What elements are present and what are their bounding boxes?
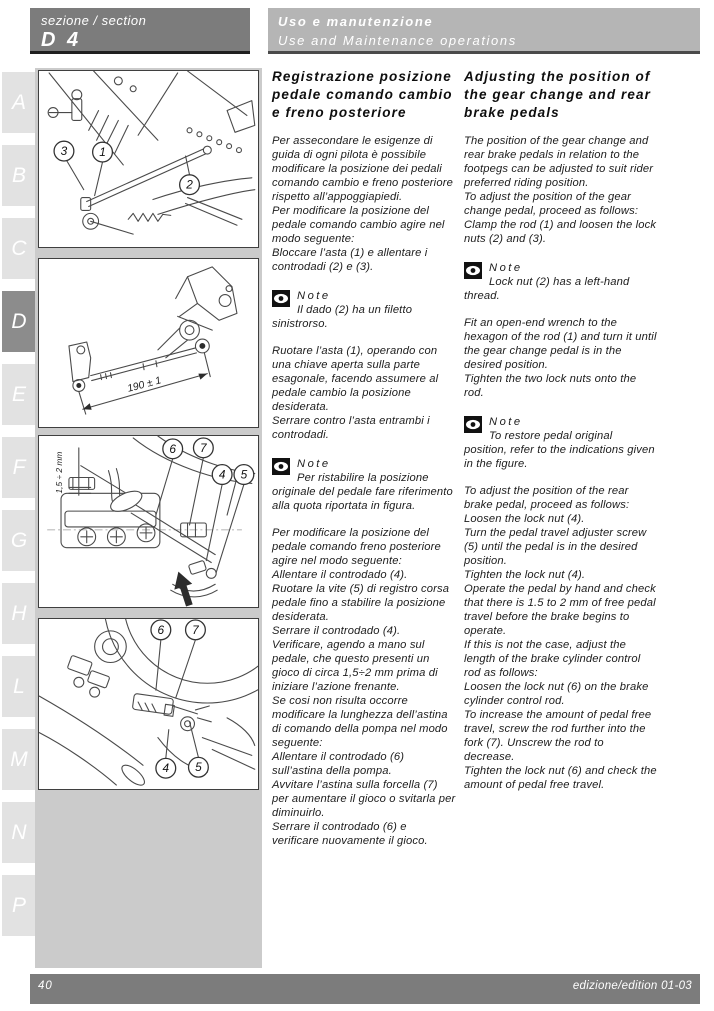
paragraph: Bloccare l’asta (1) e allentare i controdadi (2) e (3).	[272, 247, 428, 274]
paragraph: Loosen the lock nut (6) on the brake cylinder control rod.	[464, 681, 649, 708]
note-eye-icon	[272, 290, 290, 307]
figure-gear-linkage-diagram	[38, 70, 259, 248]
note-eye-icon	[272, 458, 290, 475]
section-tab-a[interactable]: A	[2, 72, 36, 133]
pointer-arrow-icon	[169, 569, 198, 607]
paragraph: Tighten the lock nut (6) and check the amount of pedal free travel.	[464, 765, 657, 792]
figure-gear-rod-dimension-diagram	[38, 258, 259, 428]
paragraph: Loosen the lock nut (4).	[464, 513, 585, 526]
note-label: Note	[297, 458, 331, 471]
paragraph: Serrare il controdado (6) e verificare nuovamente il gioco.	[272, 821, 428, 848]
paragraph: The position of the gear change and rear brake pedals in relation to the footpegs can be adjusted to suit rider preferred riding position.	[464, 135, 654, 190]
paragraph: Per modificare la posizione del pedale comando cambio agire nel modo seguente:	[272, 205, 445, 246]
fig3-callout-5: 5	[240, 467, 248, 482]
page-number: 40	[38, 980, 53, 992]
fig1-callout-3: 3	[60, 144, 68, 159]
section-tab-d-active[interactable]: D	[2, 291, 36, 352]
paragraph: Allentare il controdado (4).	[272, 569, 408, 582]
section-tab-l[interactable]: L	[2, 656, 36, 717]
italian-text-column	[272, 68, 456, 848]
note-text: Lock nut (2) has a left-hand thread.	[464, 276, 630, 303]
note-block	[464, 414, 657, 471]
section-code: D 4	[41, 29, 82, 51]
section-tab-g[interactable]: G	[2, 510, 36, 571]
note-label: Note	[297, 290, 331, 303]
paragraph: Turn the pedal travel adjuster screw (5) until the pedal is in the desired position.	[464, 527, 647, 568]
note-text: Per ristabilire la posizione originale del pedale fare riferimento alla quota riportata in figura.	[272, 472, 453, 513]
section-tab-p[interactable]: P	[2, 875, 36, 936]
paragraph: Tighten the lock nut (4).	[464, 569, 586, 582]
note-text: To restore pedal original position, refer to the indications given in the figure.	[464, 430, 655, 471]
note-text: Il dado (2) ha un filetto sinistrorso.	[272, 304, 413, 331]
fig4-callout-5: 5	[195, 760, 202, 775]
figure-brake-rod-diagram	[38, 618, 259, 790]
section-tab-f[interactable]: F	[2, 437, 36, 498]
paragraph: To increase the amount of pedal free travel, screw the rod further into the fork (7). Unscrew the rod to decrease.	[464, 709, 652, 764]
note-block	[464, 260, 657, 303]
note-label: Note	[489, 262, 523, 275]
fig3-callout-6: 6	[169, 441, 177, 456]
section-tab-m[interactable]: M	[2, 729, 36, 790]
chapter-header-box	[268, 8, 700, 54]
fig4-callout-4: 4	[162, 761, 170, 776]
section-tab-h[interactable]: H	[2, 583, 36, 644]
paragraph: Verificare, agendo a mano sul pedale, che questo presenti un gioco di circa 1,5÷2 mm prima di iniziare l’azione frenante.	[272, 639, 438, 694]
fig1-callout-1: 1	[99, 145, 106, 160]
fig3-clearance-label: 1,5 ÷ 2 mm	[54, 451, 65, 494]
fig4-callout-7: 7	[192, 622, 199, 637]
italian-section-title: Registrazione posizione pedale comando cambio e freno posteriore	[272, 69, 453, 120]
paragraph: Serrare contro l’asta entrambi i controdadi.	[272, 415, 430, 442]
english-section-title: Adjusting the position of the gear change and rear brake pedals	[464, 69, 651, 120]
note-block	[272, 456, 456, 513]
section-label: sezione / section	[41, 13, 147, 28]
paragraph: Ruotare l’asta (1), operando con una chiave aperta sulla parte esagonale, facendo assumere al pedale cambio la posizione desiderata.	[272, 345, 439, 414]
rear-brake-drawing	[39, 436, 258, 607]
fig2-dimension-label: 190 ± 1	[126, 375, 163, 395]
note-block	[272, 288, 456, 331]
figure-rear-brake-cylinder-diagram	[38, 435, 259, 608]
paragraph: Clamp the rod (1) and loosen the lock nuts (2) and (3).	[464, 219, 657, 246]
gear-rod-drawing	[39, 259, 258, 427]
paragraph: Ruotare la vite (5) di registro corsa pedale fino a stabilire la posizione desiderata.	[272, 583, 450, 624]
paragraph: If this is not the case, adjust the length of the brake cylinder control rod as follows:	[464, 639, 641, 680]
edition-label: edizione/edition 01-03	[572, 980, 692, 992]
brake-rod-drawing	[39, 619, 258, 789]
section-tab-n[interactable]: N	[2, 802, 36, 863]
english-text-column	[464, 68, 657, 792]
fig3-callout-4: 4	[218, 467, 226, 482]
paragraph: Operate the pedal by hand and check that there is 1.5 to 2 mm of free pedal travel before the brake begins to operate.	[464, 583, 656, 638]
paragraph: To adjust the position of the rear brake pedal, proceed as follows:	[464, 485, 630, 512]
chapter-title-english: Use and Maintenance operations	[278, 33, 517, 48]
paragraph: Allentare il controdado (6) sull’astina della pompa.	[272, 751, 405, 778]
fig4-callout-6: 6	[157, 622, 165, 637]
section-tab-e[interactable]: E	[2, 364, 36, 425]
fig1-callout-2: 2	[186, 177, 193, 192]
paragraph: To adjust the position of the gear change pedal, proceed as follows:	[464, 191, 639, 218]
paragraph: Fit an open-end wrench to the hexagon of the rod (1) and turn it until the gear change pedal is in the desired position.	[464, 317, 657, 372]
chapter-title-italian: Uso e manutenzione	[278, 14, 434, 29]
note-eye-icon	[464, 416, 482, 433]
section-tab-index	[2, 72, 36, 948]
note-label: Note	[489, 416, 523, 429]
paragraph: Tighten the two lock nuts onto the rod.	[464, 373, 637, 400]
paragraph: Per assecondare le esigenze di guida di ogni pilota è possibile modificare la posizione dei pedali comando cambio e freno posteriore rispetto all’appoggiapiedi.	[272, 135, 453, 204]
paragraph: Se cosi non risulta occorre modificare la lunghezza dell’astina di comando della pompa nel modo seguente:	[272, 695, 448, 750]
paragraph: Per modificare la posizione del pedale comando freno posteriore agire nel modo seguente:	[272, 527, 441, 568]
note-eye-icon	[464, 262, 482, 279]
section-tab-b[interactable]: B	[2, 145, 36, 206]
paragraph: Avvitare l’astina sulla forcella (7) per aumentare il gioco o svitarla per diminuirlo.	[272, 779, 456, 820]
section-header-box	[30, 8, 250, 54]
gear-linkage-drawing	[39, 71, 258, 247]
section-tab-c[interactable]: C	[2, 218, 36, 279]
page-footer	[30, 974, 700, 1004]
paragraph: Serrare il controdado (4).	[272, 625, 401, 638]
fig3-callout-7: 7	[200, 440, 207, 455]
